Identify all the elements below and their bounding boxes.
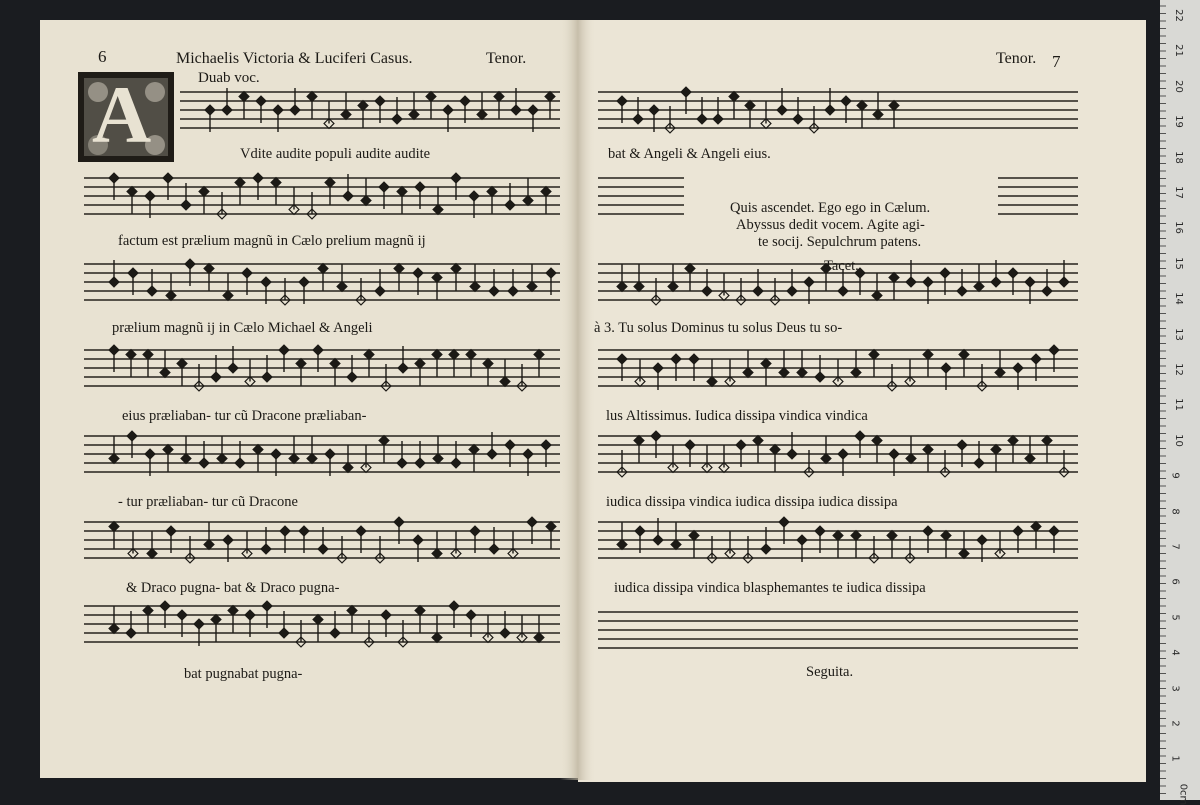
rest-text-3: te socij. Sepulchrum patens. <box>758 234 922 250</box>
page-number-right: 7 <box>1052 52 1061 71</box>
ruler-label: 17 <box>1172 186 1184 199</box>
ruler-label: 5 <box>1169 614 1181 621</box>
ruler-label: 18 <box>1172 150 1184 164</box>
ruler-label: 13 <box>1172 327 1184 341</box>
lyric-line-left-2: factum est prælium magnũ in Cælo prelium magnũ ij <box>118 233 426 249</box>
ruler-label: 22 <box>1172 9 1184 22</box>
ruler-label: 15 <box>1172 256 1184 270</box>
lyric-line-right-1: à 3. Tu solus Dominus tu solus Deus tu so- <box>594 320 843 336</box>
lyric-line-right-3: iudica dissipa vindica iudica dissipa iudica dissipa <box>606 494 898 510</box>
right-page <box>578 20 1146 782</box>
part-name-left: Tenor. <box>486 50 527 67</box>
ruler-label: 7 <box>1169 543 1181 550</box>
ruler-label: 2 <box>1169 720 1181 727</box>
initial-letter: A <box>92 69 152 160</box>
lyric-line-right-2: lus Altissimus. Iudica dissipa vindica vindica <box>606 408 868 424</box>
lyric-line-right-4: iudica dissipa vindica blasphemantes te iudica dissipa <box>614 580 926 596</box>
ruler-label: 16 <box>1172 221 1184 235</box>
ruler-label: 19 <box>1172 115 1184 129</box>
ruler-label: 21 <box>1172 44 1184 58</box>
ruler-label: 6 <box>1169 578 1181 586</box>
ruler-label: 1 <box>1169 755 1181 763</box>
voices-label: Duab voc. <box>198 70 260 86</box>
rest-text-1: Quis ascendet. Ego ego in Cælum. <box>730 200 931 216</box>
part-name-right: Tenor. <box>996 50 1037 67</box>
ruler-label: 0cm <box>1177 783 1189 805</box>
page-number-left: 6 <box>98 47 107 66</box>
ruler-label: 10 <box>1172 433 1184 447</box>
lyric-line-left-5: - tur præliaban- tur cũ Dracone <box>118 494 298 510</box>
ruler-label: 14 <box>1172 292 1184 306</box>
piece-title: Michaelis Victoria & Luciferi Casus. <box>176 50 413 67</box>
ruler-label: 4 <box>1169 649 1181 656</box>
lyric-line-left-7: bat pugnabat pugna- <box>184 666 303 682</box>
tacet-label: Tacet. <box>824 258 859 274</box>
ruler-label: 20 <box>1172 79 1184 93</box>
lyric-line-left-4: eius præliaban- tur cũ Dracone præliaban- <box>122 408 367 424</box>
ruler-label: 9 <box>1169 472 1181 479</box>
seguita-label: Seguita. <box>806 664 854 680</box>
lyric-line-left-3: prælium magnũ ij in Cælo Michael & Angeli <box>112 320 373 336</box>
gutter-shadow <box>560 20 596 780</box>
ruler-label: 11 <box>1172 398 1184 412</box>
lyric-line-left-1: Vdite audite populi audite audite <box>240 146 431 162</box>
lyric-line-left-6: & Draco pugna- bat & Draco pugna- <box>126 580 340 596</box>
ruler-label: 12 <box>1172 363 1184 376</box>
rest-text-2: Abyssus dedit vocem. Agite agi- <box>736 217 925 233</box>
lyric-line-right-top: bat & Angeli & Angeli eius. <box>608 146 771 162</box>
ruler-label: 3 <box>1169 684 1181 692</box>
ruler-label: 8 <box>1169 507 1181 515</box>
